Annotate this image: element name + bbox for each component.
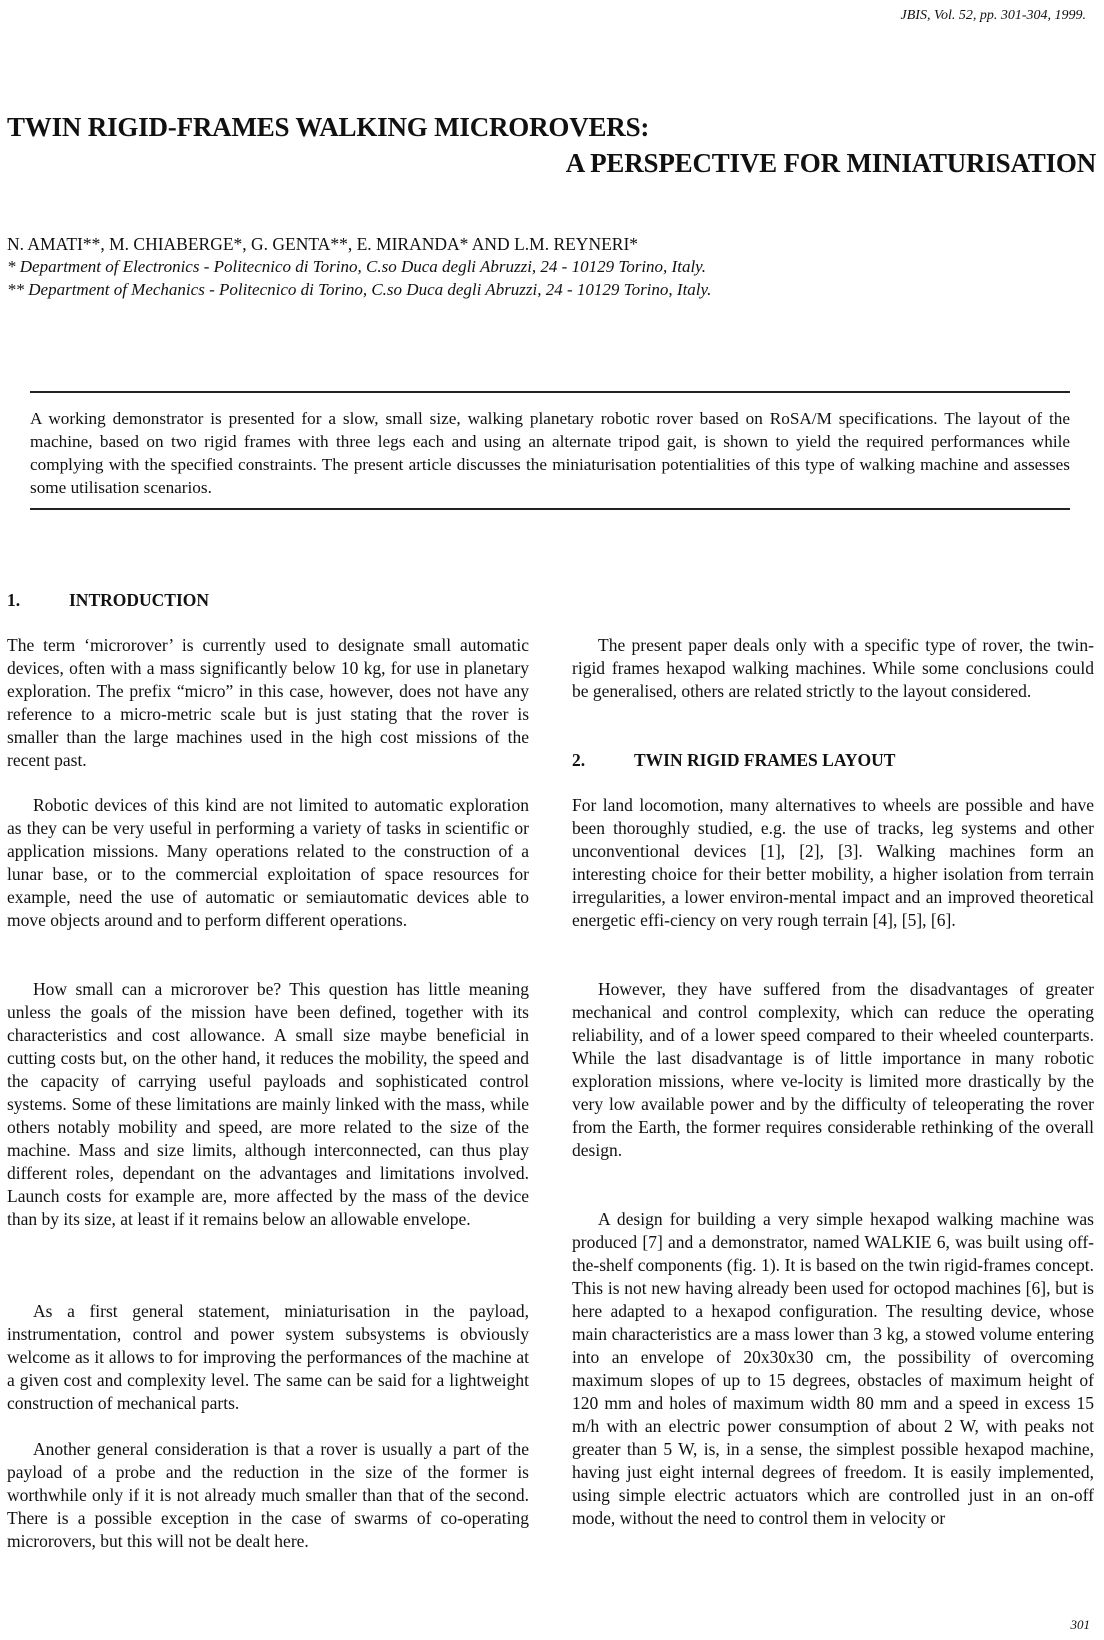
section-title: INTRODUCTION xyxy=(69,590,210,610)
body-paragraph: Robotic devices of this kind are not limited to automatic exploration as they can be very useful in performing a variety of tasks in scientific or application missions. Many operations related to the construction of a lunar base, or to the commercial exploitation of space resources for example, need the use of automatic or semiautomatic devices able to move objects around and to perform different operations. xyxy=(7,795,529,930)
section-heading-twin-rigid-frames-layout xyxy=(572,750,895,771)
body-paragraph: However, they have suffered from the disadvantages of greater mechanical and control complexity, which can reduce the operating reliability, and of a lower speed compared to their wheeled counterparts. While the last disadvantage is of little importance in many robotic exploration missions, where ve-locity is limited more drastically by the very low available power and by the difficulty of teleoperating the rover from the Earth, the former requires considerable rethinking of the overall design. xyxy=(572,979,1094,1160)
author-list: N. AMATI**, M. CHIABERGE*, G. GENTA**, E. MIRANDA* AND L.M. REYNERI* xyxy=(7,234,639,254)
section-number: 2. xyxy=(572,750,586,770)
body-paragraph: The term ‘microrover’ is currently used to designate small automatic devices, often with a mass significantly below 10 kg, for use in planetary exploration. The prefix “micro” in this case, however, does not have any reference to a micro-metric scale but is just stating that the rover is smaller than the large machines used in the high cost missions of the recent past. xyxy=(7,635,529,770)
section-heading-introduction xyxy=(7,590,209,611)
page-number: 301 xyxy=(1070,1617,1090,1632)
body-paragraph: Another general consideration is that a rover is usually a part of the payload of a probe and the reduction in the size of the former is worthwhile only if it is not already much smaller than that of the second. There is a possible exception in the case of swarms of co-operating microrovers, but this will not be dealt here. xyxy=(7,1439,529,1551)
body-paragraph: For land locomotion, many alternatives to wheels are possible and have been thoroughly studied, e.g. the use of tracks, leg systems and other unconventional devices [1], [2], [3]. Walking machines form an interesting choice for their better mobility, a higher isolation from terrain irregularities, a lower environ-mental impact and an improved theoretical energetic effi-ciency on very rough terrain [4], [5], [6]. xyxy=(572,795,1094,930)
paper-title-line-2: A PERSPECTIVE FOR MINIATURISATION xyxy=(565,148,1096,178)
journal-reference: JBIS, Vol. 52, pp. 301-304, 1999. xyxy=(900,8,1086,23)
section-title: TWIN RIGID FRAMES LAYOUT xyxy=(634,750,896,770)
body-paragraph: A design for building a very simple hexapod walking machine was produced [7] and a demonstrator, named WALKIE 6, was built using off-the-shelf components (fig. 1). It is based on the twin rigid-frames concept. This is not new having already been used for octopod machines [6], but is here adapted to a hexapod configuration. The resulting device, whose main characteristics are a mass lower than 3 kg, a stowed volume entering into an envelope of 20x30x30 cm, the possibility of overcoming maximum slopes of up to 15 degrees, obstacles of maximum height of 120 mm and holes of maximum width 80 mm and a speed in excess 15 m/h with an electric power consumption of about 2 W, with peaks not greater than 5 W, is, in a sense, the simplest possible hexapod machine, having just eight internal degrees of freedom. It is easily implemented, using simple electric actuators which are controlled just in an on-off mode, without the need to control them in velocity or xyxy=(572,1209,1094,1528)
affiliation-mechanics: ** Department of Mechanics - Politecnico di Torino, C.so Duca degli Abruzzi, 24 - 10129 Torino, Italy. xyxy=(7,280,712,299)
body-paragraph: The present paper deals only with a specific type of rover, the twin-rigid frames hexapod walking machines. While some conclusions could be generalised, others are related strictly to the layout considered. xyxy=(572,635,1094,701)
body-paragraph: How small can a microrover be? This question has little meaning unless the goals of the mission have been defined, together with its characteristics and cost allowance. A small size maybe beneficial in cutting costs but, on the other hand, it reduces the mobility, the speed and the capacity of carrying useful payloads and sophisticated control systems. Some of these limitations are mainly linked with the mass, while others notably mobility and speed, are more related to the size of the machine. Mass and size limits, although interconnected, can thus play different roles, dependant on the advantages and limitations involved. Launch costs for example are, more affected by the mass of the device than by its size, at least if it remains below an allowable envelope. xyxy=(7,979,529,1229)
body-paragraph: As a first general statement, miniaturisation in the payload, instrumentation, control and power system subsystems is obviously welcome as it allows to for improving the performances of the machine at a given cost and complexity level. The same can be said for a lightweight construction of mechanical parts. xyxy=(7,1301,529,1413)
affiliation-electronics: * Department of Electronics - Politecnico di Torino, C.so Duca degli Abruzzi, 24 - 10129 Torino, Italy. xyxy=(7,257,707,276)
abstract-bottom-rule xyxy=(30,508,1070,510)
abstract: A working demonstrator is presented for a slow, small size, walking planetary robotic rover based on RoSA/M specifications. The layout of the machine, based on two rigid frames with three legs each and using an alternate tripod gait, is shown to yield the required performances while complying with the specified constraints. The present article discusses the miniaturisation potentialities of this type of walking machine and assesses some utilisation scenarios. xyxy=(30,409,1070,497)
abstract-top-rule xyxy=(30,391,1070,393)
paper-title-line-1: TWIN RIGID-FRAMES WALKING MICROROVERS: xyxy=(7,112,650,142)
section-number: 1. xyxy=(7,590,21,610)
